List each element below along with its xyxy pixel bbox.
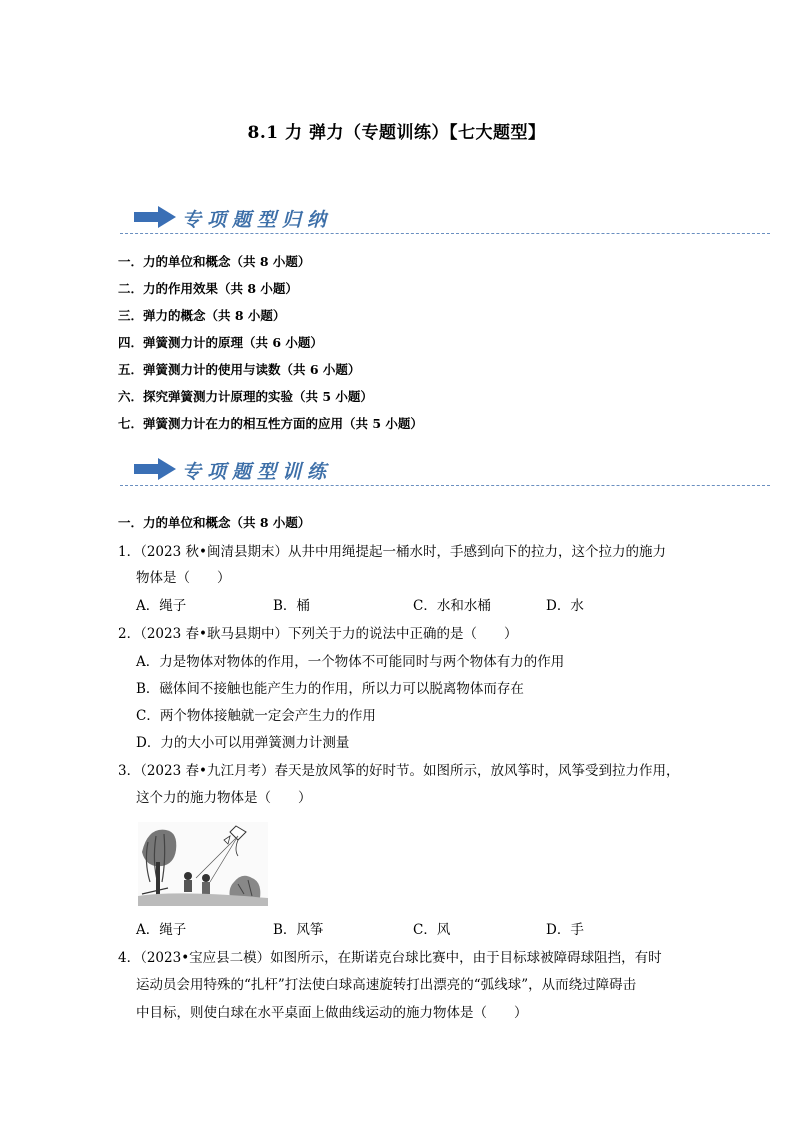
section-heading: 一．力的单位和概念（共 8 小题） [118,515,311,530]
topic-item: 五．弹簧测力计的使用与读数（共 6 小题） [118,362,361,377]
question-3-text: 这个力的施力物体是（ ） [136,790,312,806]
topic-item: 二．力的作用效果（共 8 小题） [118,281,298,296]
question-4-text: 4．（2023•宝应县二模）如图所示，在斯诺克台球比赛中，由于目标球被障碍球阻挡，有时 [118,950,662,966]
topic-item: 四．弹簧测力计的原理（共 6 小题） [118,335,323,350]
option-b: B．桶 [273,598,310,614]
question-1-text: 物体是（ ） [136,570,231,586]
topic-item: 三．弹力的概念（共 8 小题） [118,308,286,323]
arrow-icon [120,456,180,482]
option-d: D．力的大小可以用弹簧测力计测量 [136,735,350,751]
option-c: C．风 [413,922,451,938]
option-a: A．绳子 [136,922,187,938]
option-a: A．力是物体对物体的作用，一个物体不可能同时与两个物体有力的作用 [136,654,565,670]
question-2-text: 2．（2023 春•耿马县期中）下列关于力的说法中正确的是（ ） [118,626,518,642]
topic-item: 一．力的单位和概念（共 8 小题） [118,254,311,269]
option-c: C．水和水桶 [413,598,491,614]
banner-divider [120,233,770,234]
question-3-text: 3．（2023 春•九江月考）春天是放风筝的好时节。如图所示，放风筝时，风筝受到拉力作用， [118,763,680,779]
section-banner-summary [120,204,770,234]
arrow-icon [120,204,180,230]
option-a: A．绳子 [136,598,187,614]
banner-divider [120,485,770,486]
option-b: B．磁体间不接触也能产生力的作用，所以力可以脱离物体而存在 [136,681,524,697]
option-c: C．两个物体接触就一定会产生力的作用 [136,708,376,724]
question-4-text: 运动员会用特殊的“扎杆”打法使白球高速旋转打出漂亮的“弧线球”，从而绕过障碍击 [136,977,637,993]
option-d: D．手 [546,922,584,938]
topic-item: 七．弹簧测力计在力的相互性方面的应用（共 5 小题） [118,416,423,431]
question-4-text: 中目标，则使白球在水平桌面上做曲线运动的施力物体是（ ） [136,1005,528,1021]
topic-item: 六．探究弹簧测力计原理的实验（共 5 小题） [118,389,373,404]
page-title: 8.1 力 弹力（专题训练）【七大题型】 [247,123,546,143]
banner-title: 专项题型归纳 [182,209,333,231]
question-1-text: 1．（2023 秋•闽清县期末）从井中用绳提起一桶水时，手感到向下的拉力，这个拉力的施力 [118,544,666,560]
kite-illustration [138,822,268,906]
section-banner-training [120,456,770,486]
option-d: D．水 [546,598,584,614]
banner-title: 专项题型训练 [182,461,333,483]
option-b: B．风筝 [273,922,324,938]
topic-list [118,248,423,437]
